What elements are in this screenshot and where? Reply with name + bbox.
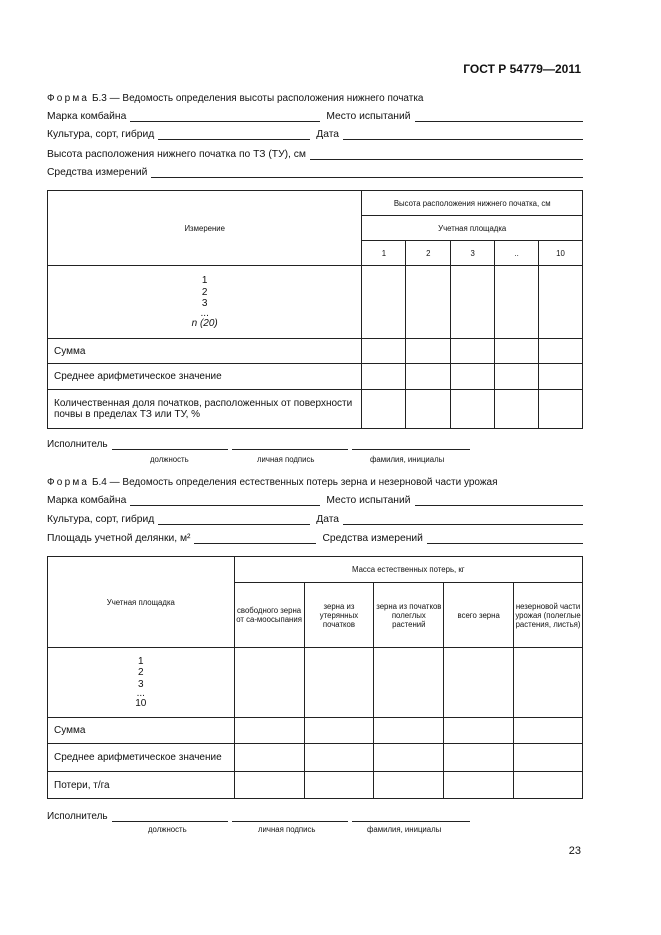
table-cell[interactable]: [406, 339, 451, 364]
form-title-text: Б.3 — Ведомость определения высоты расположения нижнего початка: [91, 93, 424, 104]
height-tz-input[interactable]: [310, 149, 583, 160]
signature-input[interactable]: [232, 439, 348, 450]
form-b4-title: [47, 477, 498, 488]
date-label: Дата: [316, 514, 340, 525]
table-cell[interactable]: [514, 744, 583, 772]
col-lodged-plants: зерна из початков полеглых растений: [374, 583, 444, 648]
table-cell[interactable]: [362, 390, 406, 429]
position-input[interactable]: [112, 811, 228, 822]
header-loss-group: Масса естественных потерь, кг: [234, 557, 582, 583]
crop-label: Культура, сорт, гибрид: [47, 129, 155, 140]
table-cell[interactable]: [304, 772, 374, 799]
table-cell[interactable]: [362, 364, 406, 390]
combine-brand-label: Марка комбайна: [47, 495, 127, 506]
col-lost-cobs: зерна из утерянных початков: [304, 583, 374, 648]
table-cell[interactable]: [451, 339, 495, 364]
combine-brand-input[interactable]: [130, 495, 320, 506]
form-label: Форма: [47, 93, 90, 104]
crop-label: Культура, сорт, гибрид: [47, 514, 155, 525]
signature-caption: личная подпись: [258, 825, 316, 834]
measurement-numbers: 1 2 3 ... n (20): [48, 266, 362, 339]
table-cell[interactable]: [495, 339, 539, 364]
table-cell[interactable]: [234, 772, 304, 799]
form-b3-title: [47, 93, 424, 104]
row-sum: Сумма: [48, 339, 362, 364]
position-caption: должность: [148, 825, 187, 834]
table-cell[interactable]: [451, 364, 495, 390]
table-cell[interactable]: [304, 648, 374, 718]
position-input[interactable]: [112, 439, 228, 450]
form-title-text: Б.4 — Ведомость определения естественных потерь зерна и незерновой части урожая: [91, 477, 498, 488]
table-cell[interactable]: [374, 718, 444, 744]
table-cell[interactable]: [444, 648, 514, 718]
form-b3-table: [47, 190, 583, 429]
table-cell[interactable]: [495, 266, 539, 339]
row-losses: Потери, т/га: [48, 772, 235, 799]
date-input[interactable]: [343, 129, 583, 140]
header-measurement: Измерение: [48, 191, 362, 266]
plot-area-row: [47, 530, 583, 544]
table-cell[interactable]: [539, 339, 583, 364]
standard-number: ГОСТ Р 54779—2011: [463, 62, 581, 76]
plot-numbers: 1 2 3 ... 10: [48, 648, 235, 718]
table-cell[interactable]: [451, 266, 495, 339]
test-place-label: Место испытаний: [326, 495, 411, 506]
page-number: 23: [568, 845, 581, 857]
performer-label: Исполнитель: [47, 811, 108, 822]
table-cell[interactable]: [539, 390, 583, 429]
col-non-grain: незерновой части урожая (полеглые растения, листья): [514, 583, 583, 648]
b3-signature-row: [47, 436, 470, 450]
crop-row-b4: [47, 511, 583, 525]
plot-col-4: ..: [495, 241, 539, 266]
table-cell[interactable]: [514, 648, 583, 718]
name-input[interactable]: [352, 439, 470, 450]
crop-row: [47, 126, 583, 140]
plot-area-label: Площадь учетной делянки, м²: [47, 533, 191, 544]
table-cell[interactable]: [495, 364, 539, 390]
combine-brand-row-b4: [47, 492, 583, 506]
row-sum: Сумма: [48, 718, 235, 744]
combine-brand-input[interactable]: [130, 111, 320, 122]
plot-col-2: 2: [406, 241, 451, 266]
col-free-grain: свободного зерна от са-моосыпания: [234, 583, 304, 648]
row-mean: Среднее арифметическое значение: [48, 364, 362, 390]
date-input[interactable]: [343, 514, 583, 525]
table-cell[interactable]: [406, 266, 451, 339]
table-cell[interactable]: [234, 718, 304, 744]
table-cell[interactable]: [444, 718, 514, 744]
header-plot: Учетная площадка: [48, 557, 235, 648]
instruments-label: Средства измерений: [47, 167, 148, 178]
header-height-group: Высота расположения нижнего початка, см: [362, 191, 583, 216]
form-b4-table: [47, 556, 583, 799]
table-cell[interactable]: [374, 744, 444, 772]
table-cell[interactable]: [495, 390, 539, 429]
instruments-label: Средства измерений: [322, 533, 423, 544]
performer-label: Исполнитель: [47, 439, 108, 450]
form-label: Форма: [47, 477, 90, 488]
table-cell[interactable]: [451, 390, 495, 429]
table-cell[interactable]: [444, 772, 514, 799]
plot-col-1: 1: [362, 241, 406, 266]
crop-input[interactable]: [158, 129, 310, 140]
signature-input[interactable]: [232, 811, 348, 822]
table-cell[interactable]: [304, 744, 374, 772]
signature-caption: личная подпись: [257, 455, 315, 464]
table-cell[interactable]: [406, 364, 451, 390]
instruments-input[interactable]: [427, 533, 583, 544]
row-share: Количественная доля початков, расположенных от поверхности почвы в пределах ТЗ или ТУ, %: [48, 390, 362, 429]
plot-area-input[interactable]: [194, 533, 316, 544]
table-cell[interactable]: [406, 390, 451, 429]
table-cell[interactable]: [514, 772, 583, 799]
test-place-label: Место испытаний: [326, 111, 411, 122]
crop-input[interactable]: [158, 514, 310, 525]
name-input[interactable]: [352, 811, 470, 822]
date-label: Дата: [316, 129, 340, 140]
table-cell[interactable]: [234, 648, 304, 718]
name-caption: фамилия, инициалы: [370, 455, 445, 464]
table-cell[interactable]: [374, 648, 444, 718]
name-caption: фамилия, инициалы: [367, 825, 442, 834]
instruments-input[interactable]: [151, 167, 583, 178]
table-cell[interactable]: [234, 744, 304, 772]
plot-col-10: 10: [539, 241, 583, 266]
col-total-grain: всего зерна: [444, 583, 514, 648]
table-cell[interactable]: [539, 364, 583, 390]
combine-brand-row: [47, 108, 583, 122]
combine-brand-label: Марка комбайна: [47, 111, 127, 122]
test-place-input[interactable]: [415, 111, 584, 122]
table-cell[interactable]: [362, 339, 406, 364]
test-place-input[interactable]: [415, 495, 584, 506]
instruments-row: [47, 164, 583, 178]
header-plot: Учетная площадка: [362, 216, 583, 241]
table-cell[interactable]: [539, 266, 583, 339]
height-tz-row: [47, 146, 583, 160]
plot-col-3: 3: [451, 241, 495, 266]
table-cell[interactable]: [374, 772, 444, 799]
table-cell[interactable]: [304, 718, 374, 744]
table-cell[interactable]: [444, 744, 514, 772]
row-mean: Среднее арифметическое значение: [48, 744, 235, 772]
table-cell[interactable]: [362, 266, 406, 339]
height-tz-label: Высота расположения нижнего початка по ТЗ (ТУ), см: [47, 149, 307, 160]
b4-signature-row: [47, 808, 470, 822]
position-caption: должность: [150, 455, 189, 464]
table-cell[interactable]: [514, 718, 583, 744]
